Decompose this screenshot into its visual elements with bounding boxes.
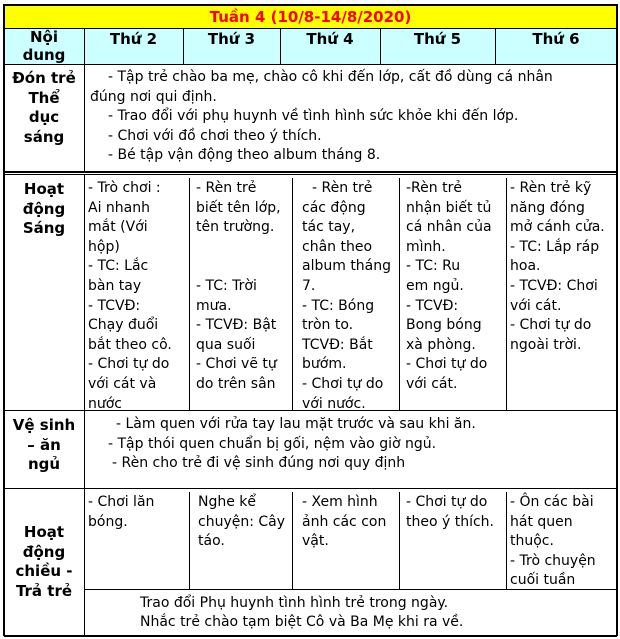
cell-line: nước (88, 395, 123, 412)
day-header-thu: Thứ 5 (413, 30, 462, 48)
cell-line: với cát. (406, 375, 458, 392)
label-line: Hoạt (23, 523, 65, 541)
cell-line: - Trò chuyện (510, 552, 596, 569)
chieu-thu-cell (406, 493, 505, 532)
label-line: động (22, 542, 66, 561)
cell-line: Bong bóng (406, 317, 482, 334)
cell-line: theo ý thích. (406, 513, 494, 530)
day-header-mon: Thứ 2 (109, 30, 158, 48)
cell-line: - Rèn trẻ kỹ (510, 180, 592, 196)
cell-line: - TC: Bóng (302, 297, 375, 314)
don-tre-content (84, 68, 614, 166)
cell-line: - Chơi lăn (88, 494, 155, 510)
cell-line: cuối tuần (510, 572, 576, 589)
cell-line: chuyện: Cây (198, 513, 286, 530)
cell-line: - TC: Trời (196, 277, 257, 294)
content-line: - Tập trẻ chào ba mẹ, chào cô khi đến lớp, cất đồ dùng cá nhân (108, 69, 553, 85)
chieu-tue-cell (198, 493, 291, 552)
cell-line: - TC: Ru (406, 258, 461, 275)
cell-line: bàn tay (88, 277, 142, 294)
label-line: Sáng (22, 219, 66, 238)
row-label-don-tre (4, 69, 84, 147)
cell-line: cá nhân của (406, 219, 492, 236)
cell-line: chân theo (302, 238, 373, 255)
label-line: động (22, 199, 66, 218)
cell-line: biết tên lớp, (196, 199, 281, 216)
label-line: – ăn (27, 435, 61, 454)
cell-line: bướm. (302, 356, 347, 373)
cell-line: do trên sân (196, 375, 276, 392)
cell-line: qua suối (196, 336, 256, 353)
cell-line: Ai nhanh (88, 199, 150, 216)
row-label-hoat-dong-chieu (4, 523, 84, 601)
chieu-mon-cell (88, 493, 188, 532)
cell-line: mắt (Với (88, 219, 148, 236)
cell-line: ngoài trời. (510, 336, 582, 353)
ve-sinh-content (84, 415, 614, 474)
content-line: - Làm quen với rửa tay lau mặt trước và sau khi ăn. (116, 416, 476, 432)
label-line: Vệ sinh (12, 416, 76, 434)
sang-tue-cell (196, 179, 291, 395)
cell-line: với cát và (88, 375, 157, 392)
cell-line: - Chơi tự do (302, 375, 384, 392)
header-label-line: Nội (29, 28, 58, 46)
day-header-wed: Thứ 4 (306, 30, 354, 48)
content-line: - Chơi với đồ chơi theo ý thích. (108, 127, 322, 144)
cell-line: em ngủ. (406, 277, 464, 294)
cell-line: với nước. (302, 395, 366, 412)
chieu-wed-cell (302, 493, 398, 552)
cell-line: các động (302, 199, 366, 216)
cell-line: mình. (406, 238, 446, 255)
cell-line (196, 257, 291, 277)
cell-line: - TC: Lắp ráp (510, 238, 600, 255)
cell-line: - Rèn trẻ (196, 180, 257, 196)
cell-line: với cát. (510, 297, 562, 314)
cell-line: TCVĐ: Bắt (302, 336, 373, 353)
cell-line: tròn to. (302, 317, 354, 334)
label-line: ngủ (27, 455, 61, 474)
row-label-ve-sinh (4, 416, 84, 475)
content-line: - Bé tập vận động theo album tháng 8. (108, 147, 381, 164)
sang-mon-cell (88, 179, 188, 414)
label-line: Thể (28, 88, 60, 107)
cell-line: - Chơi tự do (510, 317, 592, 334)
cell-line: Nghe kể (198, 494, 257, 510)
label-line: Trả trẻ (15, 581, 73, 600)
sang-thu-cell (406, 179, 505, 395)
week-title: Tuần 4 (10/8-14/8/2020) (209, 8, 412, 26)
label-line: dục (28, 108, 60, 127)
cell-line: 7. (302, 277, 316, 294)
cell-line: thuộc. (510, 533, 554, 550)
cell-line: - TCVĐ: (88, 297, 141, 314)
label-line: chiều - (15, 562, 73, 581)
cell-line: nhận biết tủ (406, 199, 492, 216)
cell-line: - Chơi tự do (406, 356, 488, 373)
cell-line: - Chơi tự do (406, 494, 488, 510)
cell-line: mưa. (196, 297, 232, 314)
content-line: - Tập thói quen chuẩn bị gối, nệm vào giờ ngủ. (108, 435, 437, 452)
label-line: Đón trẻ (12, 69, 76, 87)
cell-line: - TCVĐ: Bật (196, 317, 277, 334)
cell-line: ảnh các con (302, 513, 387, 530)
content-line: - Trao đổi với phụ huynh về tình hình sức khỏe khi đến lớp. (108, 108, 519, 125)
header-label-line: dung (22, 46, 66, 64)
cell-line: vật. (302, 533, 329, 550)
cell-line: bắt theo cô. (88, 336, 172, 353)
cell-line: - Chơi tự do (88, 356, 170, 373)
content-line: đúng nơi qui định. (90, 88, 217, 105)
cell-line: xà phòng. (406, 336, 476, 353)
cell-line: - Ôn các bài (510, 494, 594, 510)
cell-line: album tháng (302, 258, 392, 275)
cell-line: hộp) (88, 238, 120, 255)
cell-line: tác tay, (302, 219, 356, 236)
cell-line: Chạy đuổi (88, 317, 159, 334)
cell-line: bóng. (88, 513, 128, 530)
day-header-tue: Thứ 3 (207, 30, 256, 48)
day-header-fri: Thứ 6 (532, 30, 580, 48)
cell-line: - Chơi vẽ tự (196, 356, 277, 373)
cell-line: -Rèn trẻ (406, 180, 462, 196)
cell-line: - Trò chơi : (88, 180, 161, 196)
cell-line: táo. (198, 533, 225, 550)
cell-line: tên trường. (196, 219, 275, 236)
cell-line: năng đóng (510, 199, 585, 216)
cell-line: mở cánh cửa. (510, 219, 605, 236)
label-line: Hoạt (23, 180, 65, 198)
cell-line: - TC: Lắc (88, 258, 149, 275)
content-line: - Rèn cho trẻ đi vệ sinh đúng nơi quy định (112, 455, 406, 472)
sang-wed-cell (302, 179, 398, 414)
cell-line: hát quen (510, 513, 573, 530)
cell-line: - TCVĐ: Chơi (510, 277, 598, 294)
sang-fri-cell (510, 179, 614, 355)
cell-line: - Xem hình (302, 494, 378, 510)
header-label (4, 28, 84, 64)
cell-line: hoa. (510, 258, 541, 275)
content-line: Trao đổi Phụ huynh tình hình trẻ trong ngày. (140, 595, 449, 611)
label-line: sáng (23, 127, 65, 146)
cell-line: - TCVĐ: (406, 297, 459, 314)
cell-line: - Rèn trẻ (312, 180, 373, 196)
row-label-hoat-dong-sang (4, 180, 84, 239)
chieu-bottom-content (84, 594, 614, 632)
content-line: Nhắc trẻ chào tạm biệt Cô và Ba Mẹ khi ra về. (140, 614, 464, 630)
cell-line (196, 238, 291, 258)
chieu-fri-cell (510, 493, 614, 591)
